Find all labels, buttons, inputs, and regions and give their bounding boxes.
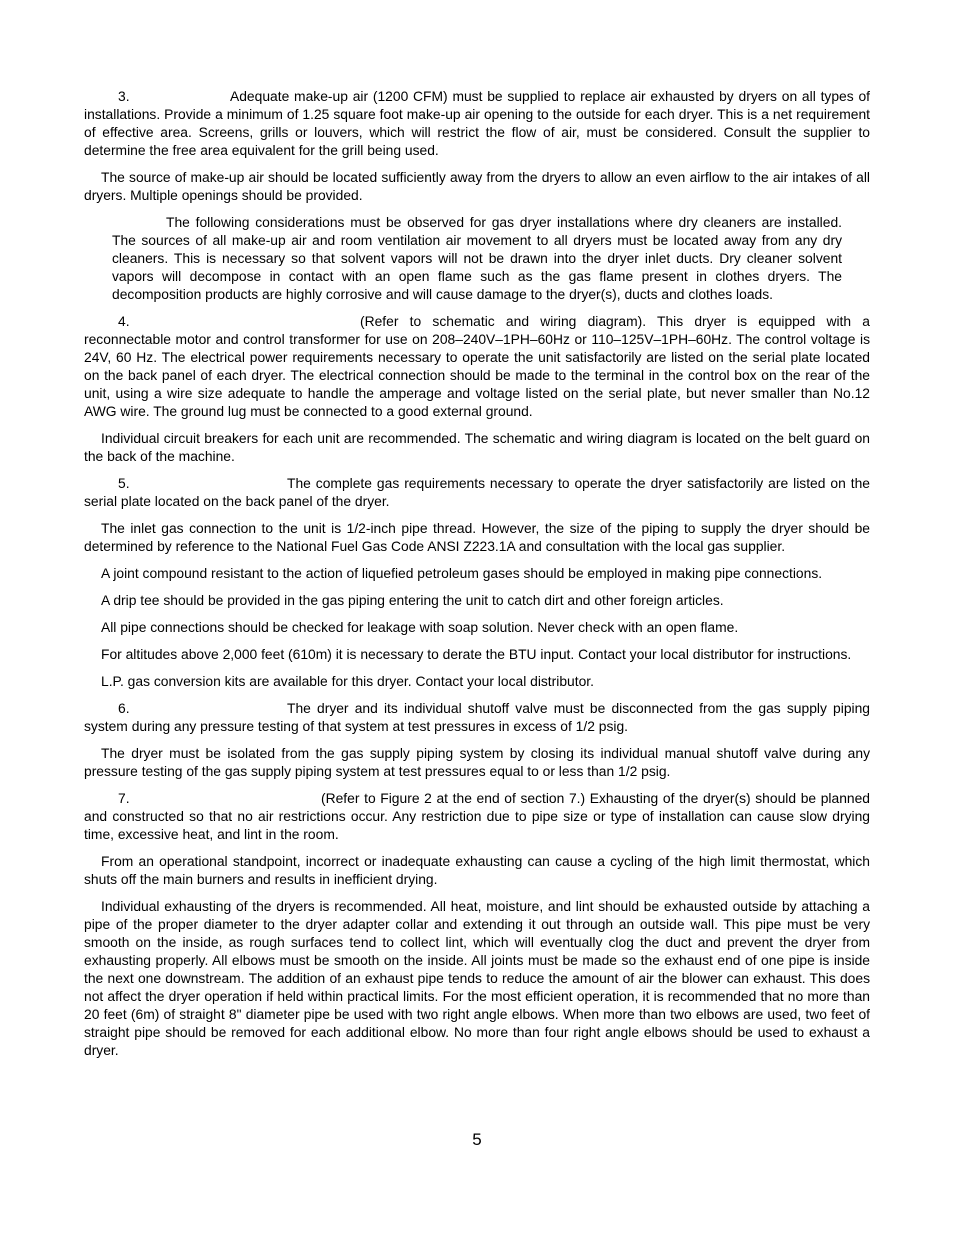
section-3-number: 3.: [118, 88, 130, 104]
section-3-paragraph: [84, 87, 870, 159]
section-5-paragraph-7: L.P. gas conversion kits are available for this dryer. Contact your local distributor.: [101, 673, 594, 689]
section-7-number: 7.: [118, 790, 130, 806]
section-5-paragraph-4: A drip tee should be provided in the gas piping entering the unit to catch dirt and other foreign articles.: [101, 592, 724, 608]
section-3-note: The following considerations must be observed for gas dryer installations where dry cleaners are installed. The sources of all make-up air and room ventilation air movement to all dryers must be located away from any dry cleaners. This is necessary so that solvent vapors will not be drawn into the dryer inlet ducts. Dry cleaner solvent vapors will decompose in contact with an open flame such as the gas flame present in clothes dryers. The decomposition products are highly corrosive and will cause damage to the dryer(s), ducts and clothes loads.: [112, 214, 842, 302]
section-5-paragraph-6: For altitudes above 2,000 feet (610m) it is necessary to derate the BTU input. Contact your local distributor for instructions.: [101, 646, 852, 662]
section-5-paragraph-2: The inlet gas connection to the unit is 1/2-inch pipe thread. However, the size of the piping to supply the dryer should be determined by reference to the National Fuel Gas Code ANSI Z223.1A and consultation with the local gas supplier.: [84, 520, 870, 554]
section-5-paragraph: [84, 474, 870, 510]
section-5-number: 5.: [118, 475, 130, 491]
section-4-paragraph-2: Individual circuit breakers for each unit are recommended. The schematic and wiring diagram is located on the belt guard on the back of the machine.: [84, 430, 870, 464]
section-6-text: The dryer and its individual shutoff valve must be disconnected from the gas supply piping system during any pressure testing of that system at test pressures in excess of 1/2 psig.: [84, 700, 870, 734]
section-5-paragraph-3: A joint compound resistant to the action of liquefied petroleum gases should be employed in making pipe connections.: [101, 565, 823, 581]
section-7-paragraph-2: From an operational standpoint, incorrect or inadequate exhausting can cause a cycling of the high limit thermostat, which shuts off the main burners and results in inefficient drying.: [84, 853, 870, 887]
section-7-paragraph-3: Individual exhausting of the dryers is recommended. All heat, moisture, and lint should be exhausted outside by attaching a pipe of the proper diameter to the dryer adapter collar and extending it out through an outside wall. This pipe must be very smooth on the inside, as rough surfaces tend to collect lint, which will eventually clog the duct and prevent the dryer from exhausting properly. All elbows must be smooth on the inside. All joints must be made so the exhaust end of one pipe is inside the next one downstream. The addition of an exhaust pipe tends to reduce the amount of air the blower can exhaust. This does not affect the dryer operation if held within practical limits. For the most efficient operation, it is recommended that no more than 20 feet (6m) of straight 8" diameter pipe be used with two right angle elbows. When more than two elbows are used, two feet of straight pipe should be removed for each additional elbow. No more than four right angle elbows should be used to exhaust a dryer.: [84, 898, 870, 1058]
section-4-text: (Refer to schematic and wiring diagram). This dryer is equipped with a reconnectable motor and control transformer for use on 208–240V–1PH–60Hz or 110–125V–1PH–60Hz. The control voltage is 24V, 60 Hz. The electrical power requirements necessary to operate the unit satisfactorily are listed on the serial plate located on the back panel of each dryer. The electrical connection should be made to the terminal in the control box on the rear of the unit, using a wire size adequate to handle the amperage and voltage listed on the serial plate, but never smaller than No.12 AWG wire. The ground lug must be connected to a good external ground.: [84, 313, 870, 419]
section-3-paragraph-2: The source of make-up air should be located sufficiently away from the dryers to allow an even airflow to the air intakes of all dryers. Multiple openings should be provided.: [84, 169, 870, 203]
section-4-paragraph: [84, 312, 870, 420]
section-7-text: (Refer to Figure 2 at the end of section 7.) Exhausting of the dryer(s) should be planned and constructed so that no air restrictions occur. Any restriction due to pipe size or type of installation can cause slow drying time, excessive heat, and lint in the room.: [84, 790, 870, 842]
page-number: 5: [472, 1130, 482, 1149]
section-6-paragraph: [84, 699, 870, 735]
section-6-number: 6.: [118, 700, 130, 716]
section-6-paragraph-2: The dryer must be isolated from the gas supply piping system by closing its individual manual shutoff valve during any pressure testing of the gas supply piping system at test pressures equal to or less than 1/2 psig.: [84, 745, 870, 779]
section-5-paragraph-5: All pipe connections should be checked for leakage with soap solution. Never check with an open flame.: [101, 619, 739, 635]
section-4-number: 4.: [118, 313, 130, 329]
section-5-text: The complete gas requirements necessary to operate the dryer satisfactorily are listed on the serial plate located on the back panel of the dryer.: [84, 475, 870, 509]
document-body: [84, 87, 870, 1068]
section-3-text: Adequate make-up air (1200 CFM) must be supplied to replace air exhausted by dryers on all types of installations. Provide a minimum of 1.25 square foot make-up air opening to the outside for each dryer. This is a net requirement of effective area. Screens, grills or louvers, which will restrict the flow of air, must be considered. Consult the supplier to determine the free area equivalent for the grill being used.: [84, 88, 870, 158]
section-7-paragraph: [84, 789, 870, 843]
